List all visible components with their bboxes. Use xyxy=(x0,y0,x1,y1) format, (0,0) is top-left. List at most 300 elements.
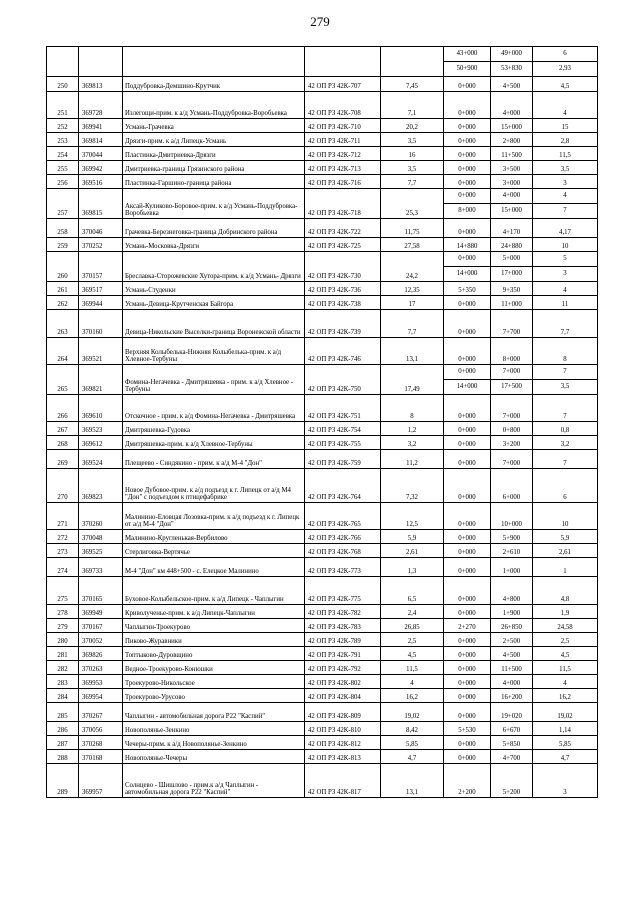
road-length: 13,1 xyxy=(381,338,444,365)
road-code: 42 ОП РЗ 42К-708 xyxy=(305,92,381,119)
km-to: 17+000 xyxy=(491,266,532,281)
page-number: 279 xyxy=(310,14,330,29)
road-name: Дмитриевка-граница Грязинского района xyxy=(123,161,305,175)
road-id: 369814 xyxy=(79,133,123,147)
table-row xyxy=(47,219,598,238)
row-number: 287 xyxy=(47,736,79,750)
road-id: 369953 xyxy=(79,675,123,689)
km-to: 5+900 xyxy=(491,530,533,544)
road-name: Чаплыгин - автомобильная дорога Р22 "Каспий" xyxy=(123,703,305,722)
road-id: 370167 xyxy=(79,619,123,633)
km-to: 4+500 xyxy=(491,647,533,661)
road-id: 370263 xyxy=(79,661,123,675)
km-from: 0+000 xyxy=(444,296,491,310)
road-code: 42 ОП РЗ 42К-711 xyxy=(305,133,381,147)
row-number: 289 xyxy=(47,764,79,798)
row-number: 252 xyxy=(47,119,79,133)
road-id: 369521 xyxy=(79,338,123,365)
km-to: 8+000 xyxy=(491,338,533,365)
km-to: 3+500 xyxy=(491,161,533,175)
km-total-cell xyxy=(533,47,598,77)
km-from: 0+000 xyxy=(444,147,491,161)
road-code: 42 ОП РЗ 42К-764 xyxy=(305,469,381,503)
road-code: 42 ОП РЗ 42К-750 xyxy=(305,365,381,395)
table-row xyxy=(47,558,598,577)
km-from: 0+000 xyxy=(444,703,491,722)
road-length: 4,7 xyxy=(381,750,444,764)
road-code: 42 ОП РЗ 42К-755 xyxy=(305,436,381,450)
table-row xyxy=(47,147,598,161)
km-total: 11,5 xyxy=(533,661,598,675)
road-name: Усмань-Грачевка xyxy=(123,119,305,133)
road-name: Верхняя Колыбелька-Нижняя Колыбелька-прим. к а/д Хлевное-Тербуны xyxy=(123,338,305,365)
table-row xyxy=(47,47,598,77)
row-number: 250 xyxy=(47,77,79,92)
road-length: 4,5 xyxy=(381,647,444,661)
km-to-cell xyxy=(491,365,533,395)
road-id: 369821 xyxy=(79,365,123,395)
road-code: 42 ОП РЗ 42К-809 xyxy=(305,703,381,722)
km-from: 0+000 xyxy=(444,736,491,750)
table-row xyxy=(47,750,598,764)
row-number: 262 xyxy=(47,296,79,310)
km-from: 0+000 xyxy=(444,133,491,147)
road-length: 16 xyxy=(381,147,444,161)
road-length: 2,5 xyxy=(381,633,444,647)
road-name: Усмань-Московка-Дрязги xyxy=(123,238,305,252)
road-length: 13,1 xyxy=(381,764,444,798)
row-number: 259 xyxy=(47,238,79,252)
km-total: 7 xyxy=(563,368,567,375)
table-row xyxy=(47,503,598,530)
km-to: 11+000 xyxy=(491,296,533,310)
road-id: 369941 xyxy=(79,119,123,133)
row-number: 280 xyxy=(47,633,79,647)
table-row xyxy=(47,365,598,395)
km-from: 0+000 xyxy=(444,544,491,558)
km-from: 0+000 xyxy=(458,368,476,375)
km-to: 10+000 xyxy=(491,503,533,530)
road-length: 1,3 xyxy=(381,558,444,577)
km-to: 17+500 xyxy=(491,379,532,394)
km-from: 0+000 xyxy=(444,450,491,469)
road-code: 42 ОП РЗ 42К-759 xyxy=(305,450,381,469)
row-number: 279 xyxy=(47,619,79,633)
km-from: 0+000 xyxy=(458,192,476,199)
km-to: 6+670 xyxy=(491,722,533,736)
km-total: 2,8 xyxy=(533,133,598,147)
road-id: 370157 xyxy=(79,252,123,282)
km-from: 0+000 xyxy=(444,675,491,689)
road-name: Бреславка-Сторожевские Хутора-прим. к а/д Усмань- Дрязги xyxy=(123,252,305,282)
road-length: 19,02 xyxy=(381,703,444,722)
road-name: Усмань-Девица-Крутченская Байгора xyxy=(123,296,305,310)
km-from: 0+000 xyxy=(444,219,491,238)
km-total: 19,02 xyxy=(533,703,598,722)
road-code: 42 ОП РЗ 42К-751 xyxy=(305,395,381,422)
road-name: Топтыково-Дуровщино xyxy=(123,647,305,661)
row-number: 281 xyxy=(47,647,79,661)
km-to: 49+000 xyxy=(501,50,522,57)
road-name: Грачевка-Березнеговка-граница Добринского района xyxy=(123,219,305,238)
km-total: 11 xyxy=(533,296,598,310)
row-number: 254 xyxy=(47,147,79,161)
km-from: 14+000 xyxy=(444,379,490,394)
road-length: 5,9 xyxy=(381,530,444,544)
road-id: 369957 xyxy=(79,764,123,798)
km-total: 4,17 xyxy=(533,219,598,238)
km-to: 26+850 xyxy=(491,619,533,633)
road-code: 42 ОП РЗ 42К-725 xyxy=(305,238,381,252)
road-code: 42 ОП РЗ 42К-812 xyxy=(305,736,381,750)
table-row xyxy=(47,310,598,338)
table-row xyxy=(47,133,598,147)
row-number: 268 xyxy=(47,436,79,450)
road-name: Буховое-Колыбельское-прим. к а/д Липецк - Чаплыгин xyxy=(123,577,305,605)
km-total: 2,5 xyxy=(533,633,598,647)
km-to: 7+700 xyxy=(491,310,533,338)
road-length: 2,4 xyxy=(381,605,444,619)
table-row xyxy=(47,296,598,310)
road-id: 369942 xyxy=(79,161,123,175)
road-id: 369516 xyxy=(79,175,123,189)
row-number: 256 xyxy=(47,175,79,189)
road-length: 3,5 xyxy=(381,161,444,175)
road-name: Излегощи-прим. к а/д Усмань-Поддубровка-Воробьевка xyxy=(123,92,305,119)
road-id: 369954 xyxy=(79,689,123,703)
road-code xyxy=(305,47,381,77)
km-total: 5 xyxy=(563,255,567,262)
road-length: 17 xyxy=(381,296,444,310)
km-from: 0+000 xyxy=(444,175,491,189)
road-length: 7,7 xyxy=(381,175,444,189)
road-name: Плещеево - Синдякино - прим. к а/д М-4 "Дон" xyxy=(123,450,305,469)
road-code: 42 ОП РЗ 42К-707 xyxy=(305,77,381,92)
row-number: 288 xyxy=(47,750,79,764)
km-total: 7 xyxy=(533,203,597,218)
km-from: 0+000 xyxy=(444,503,491,530)
road-name: Поддубровка-Демшино-Крутчик xyxy=(123,77,305,92)
km-from: 0+000 xyxy=(444,558,491,577)
row-number: 253 xyxy=(47,133,79,147)
km-to-cell xyxy=(491,252,533,282)
road-id: 369944 xyxy=(79,296,123,310)
road-code: 42 ОП РЗ 42К-754 xyxy=(305,422,381,436)
km-total-cell xyxy=(533,252,598,282)
road-code: 42 ОП РЗ 42К-804 xyxy=(305,689,381,703)
km-to: 24+880 xyxy=(491,238,533,252)
km-to: 9+350 xyxy=(491,282,533,296)
road-name: Дмитряшевка-Гудовка xyxy=(123,422,305,436)
table-row xyxy=(47,703,598,722)
km-from: 0+000 xyxy=(444,161,491,175)
road-id xyxy=(79,47,123,77)
road-code: 42 ОП РЗ 42К-722 xyxy=(305,219,381,238)
km-from: 5+350 xyxy=(444,282,491,296)
road-name: Малинино-Кругленькая-Вербилово xyxy=(123,530,305,544)
km-from: 0+000 xyxy=(444,661,491,675)
km-total: 2,93 xyxy=(533,61,597,76)
km-from: 50+900 xyxy=(444,61,490,76)
km-total: 4,5 xyxy=(533,77,598,92)
km-to: 3+000 xyxy=(491,175,533,189)
road-code: 42 ОП РЗ 42К-782 xyxy=(305,605,381,619)
table-row xyxy=(47,722,598,736)
km-to-cell xyxy=(491,189,533,219)
road-code: 42 ОП РЗ 42К-738 xyxy=(305,296,381,310)
km-total: 7 xyxy=(533,395,598,422)
km-total: 4 xyxy=(533,675,598,689)
km-to: 0+800 xyxy=(491,422,533,436)
km-to: 5+200 xyxy=(491,764,533,798)
road-name: Криволученье-прим. к а/д Липецк-Чаплыгин xyxy=(123,605,305,619)
km-total: 4 xyxy=(563,192,567,199)
row-number: 263 xyxy=(47,310,79,338)
road-id: 369612 xyxy=(79,436,123,450)
km-from: 0+000 xyxy=(444,633,491,647)
km-total: 3 xyxy=(533,266,597,281)
km-from: 0+000 xyxy=(458,255,476,262)
road-length: 7,1 xyxy=(381,92,444,119)
km-to: 3+200 xyxy=(491,436,533,450)
road-length: 6,5 xyxy=(381,577,444,605)
road-id: 370260 xyxy=(79,503,123,530)
km-from: 0+000 xyxy=(444,750,491,764)
row-number: 260 xyxy=(47,252,79,282)
table-row xyxy=(47,469,598,503)
row-number: 286 xyxy=(47,722,79,736)
table-row xyxy=(47,544,598,558)
road-id: 370046 xyxy=(79,219,123,238)
road-name xyxy=(123,47,305,77)
km-total: 16,2 xyxy=(533,689,598,703)
km-total: 10 xyxy=(533,238,598,252)
row-number xyxy=(47,47,79,77)
km-from: 0+000 xyxy=(444,310,491,338)
road-length xyxy=(381,47,444,77)
road-id: 369517 xyxy=(79,282,123,296)
km-from: 0+000 xyxy=(444,647,491,661)
table-row xyxy=(47,238,598,252)
km-to: 53+830 xyxy=(491,61,532,76)
road-code: 42 ОП РЗ 42К-716 xyxy=(305,175,381,189)
road-code: 42 ОП РЗ 42К-746 xyxy=(305,338,381,365)
road-length: 7,45 xyxy=(381,77,444,92)
km-from: 0+000 xyxy=(444,689,491,703)
km-to: 4+700 xyxy=(491,750,533,764)
km-total: 4,8 xyxy=(533,577,598,605)
road-id: 369610 xyxy=(79,395,123,422)
table-row xyxy=(47,395,598,422)
road-name: Троекурово-Урусово xyxy=(123,689,305,703)
road-length: 7,32 xyxy=(381,469,444,503)
table-row xyxy=(47,577,598,605)
road-length: 8,42 xyxy=(381,722,444,736)
road-name: Пиково-Журавники xyxy=(123,633,305,647)
road-name: Новополянье-Чечеры xyxy=(123,750,305,764)
km-from: 5+530 xyxy=(444,722,491,736)
table-row xyxy=(47,633,598,647)
km-from: 0+000 xyxy=(444,577,491,605)
km-total: 3,5 xyxy=(533,379,597,394)
km-total: 8 xyxy=(533,338,598,365)
road-name: Чаплыгин-Троекурово xyxy=(123,619,305,633)
row-number: 264 xyxy=(47,338,79,365)
road-length: 4 xyxy=(381,675,444,689)
km-to: 4+800 xyxy=(491,577,533,605)
road-code: 42 ОП РЗ 42К-718 xyxy=(305,189,381,219)
roads-table xyxy=(46,46,598,798)
road-code: 42 ОП РЗ 42К-783 xyxy=(305,619,381,633)
km-to: 19+020 xyxy=(491,703,533,722)
road-id: 369524 xyxy=(79,450,123,469)
road-name: Новое Дубовое-прим. к а/д подъезд к г. Липецк от а/д М4 "Дон" с подъездом к птицефабрике xyxy=(123,469,305,503)
km-from-cell xyxy=(444,47,491,77)
km-from: 14+000 xyxy=(444,266,490,281)
km-to: 11+500 xyxy=(491,147,533,161)
road-length: 3,5 xyxy=(381,133,444,147)
km-from-cell xyxy=(444,252,491,282)
table-row xyxy=(47,736,598,750)
road-length: 12,35 xyxy=(381,282,444,296)
road-length: 5,85 xyxy=(381,736,444,750)
km-to: 15+000 xyxy=(491,203,532,218)
row-number: 278 xyxy=(47,605,79,619)
road-length: 8 xyxy=(381,395,444,422)
road-name: Пластинка-Дмитриевка-Дрязги xyxy=(123,147,305,161)
km-from: 0+000 xyxy=(444,92,491,119)
table-row xyxy=(47,252,598,282)
road-id: 370044 xyxy=(79,147,123,161)
table-row xyxy=(47,450,598,469)
km-to: 7+000 xyxy=(502,368,521,375)
km-total: 4,7 xyxy=(533,750,598,764)
road-length: 25,3 xyxy=(381,189,444,219)
road-code: 42 ОП РЗ 42К-817 xyxy=(305,764,381,798)
km-total: 1,9 xyxy=(533,605,598,619)
road-length: 1,2 xyxy=(381,422,444,436)
road-code: 42 ОП РЗ 42К-775 xyxy=(305,577,381,605)
road-name: Фомина-Негачевка - Дмитряшевка - прим. к а/д Хлевное - Тербуны xyxy=(123,365,305,395)
road-code: 42 ОП РЗ 42К-802 xyxy=(305,675,381,689)
km-to: 2+610 xyxy=(491,544,533,558)
road-name: Девица-Никольские Выселки-граница Воронежской области xyxy=(123,310,305,338)
table-row xyxy=(47,92,598,119)
table-row xyxy=(47,189,598,219)
km-total: 4 xyxy=(533,282,598,296)
road-length: 11,5 xyxy=(381,661,444,675)
km-to: 15+000 xyxy=(491,119,533,133)
road-name: Дмитряшевка-прим. к а/д Хлевное-Тербуны xyxy=(123,436,305,450)
road-length: 11,75 xyxy=(381,219,444,238)
km-to: 1+000 xyxy=(491,558,533,577)
km-total: 7 xyxy=(533,450,598,469)
km-total: 2,61 xyxy=(533,544,598,558)
road-id: 370267 xyxy=(79,703,123,722)
table-row xyxy=(47,675,598,689)
row-number: 266 xyxy=(47,395,79,422)
km-to: 5+850 xyxy=(491,736,533,750)
km-from: 14+880 xyxy=(444,238,491,252)
row-number: 261 xyxy=(47,282,79,296)
road-id: 370052 xyxy=(79,633,123,647)
km-from: 0+000 xyxy=(444,338,491,365)
row-number: 275 xyxy=(47,577,79,605)
table-row xyxy=(47,436,598,450)
row-number: 258 xyxy=(47,219,79,238)
road-length: 17,49 xyxy=(381,365,444,395)
road-code: 42 ОП РЗ 42К-736 xyxy=(305,282,381,296)
table-row xyxy=(47,77,598,92)
row-number: 284 xyxy=(47,689,79,703)
km-from: 2+200 xyxy=(444,764,491,798)
road-id: 369813 xyxy=(79,77,123,92)
road-name: Троекурово-Никольское xyxy=(123,675,305,689)
km-to: 5+000 xyxy=(502,255,521,262)
road-length: 7,7 xyxy=(381,310,444,338)
km-total: 10 xyxy=(533,503,598,530)
km-from: 0+000 xyxy=(444,395,491,422)
road-name: Солнцево - Шишлово - прим.к а/д Чаплыгин - автомобильная дорога Р22 "Каспий" xyxy=(123,764,305,798)
km-from: 43+000 xyxy=(456,50,478,57)
row-number: 269 xyxy=(47,450,79,469)
road-name: Новополянье-Зенкино xyxy=(123,722,305,736)
road-code: 42 ОП РЗ 42К-765 xyxy=(305,503,381,530)
road-id: 369823 xyxy=(79,469,123,503)
road-id: 370048 xyxy=(79,530,123,544)
table-row xyxy=(47,619,598,633)
road-id: 369815 xyxy=(79,189,123,219)
table-row xyxy=(47,282,598,296)
road-id: 369949 xyxy=(79,605,123,619)
road-code: 42 ОП РЗ 42К-813 xyxy=(305,750,381,764)
km-total: 7,7 xyxy=(533,310,598,338)
table-row xyxy=(47,530,598,544)
km-from: 0+000 xyxy=(444,422,491,436)
road-id: 370168 xyxy=(79,750,123,764)
row-number: 282 xyxy=(47,661,79,675)
row-number: 257 xyxy=(47,189,79,219)
road-name: Пластинка-Гаршино-граница района xyxy=(123,175,305,189)
km-to: 6+000 xyxy=(491,469,533,503)
km-total: 3,5 xyxy=(533,161,598,175)
km-total: 4 xyxy=(533,92,598,119)
road-code: 42 ОП РЗ 42К-810 xyxy=(305,722,381,736)
road-code: 42 ОП РЗ 42К-739 xyxy=(305,310,381,338)
road-name: Стерлиговка-Вертячье xyxy=(123,544,305,558)
km-from: 8+000 xyxy=(444,203,490,218)
road-length: 2,61 xyxy=(381,544,444,558)
km-to: 4+170 xyxy=(491,219,533,238)
km-total: 24,58 xyxy=(533,619,598,633)
km-total: 3 xyxy=(533,175,598,189)
km-total: 5,85 xyxy=(533,736,598,750)
km-to: 7+000 xyxy=(491,395,533,422)
km-to: 4+000 xyxy=(502,192,521,199)
row-number: 273 xyxy=(47,544,79,558)
km-to: 4+500 xyxy=(491,77,533,92)
km-to: 4+000 xyxy=(491,92,533,119)
table-row xyxy=(47,647,598,661)
km-from: 0+000 xyxy=(444,436,491,450)
row-number: 251 xyxy=(47,92,79,119)
table-row xyxy=(47,605,598,619)
row-number: 265 xyxy=(47,365,79,395)
row-number: 271 xyxy=(47,503,79,530)
road-id: 369826 xyxy=(79,647,123,661)
road-code: 42 ОП РЗ 42К-768 xyxy=(305,544,381,558)
row-number: 285 xyxy=(47,703,79,722)
